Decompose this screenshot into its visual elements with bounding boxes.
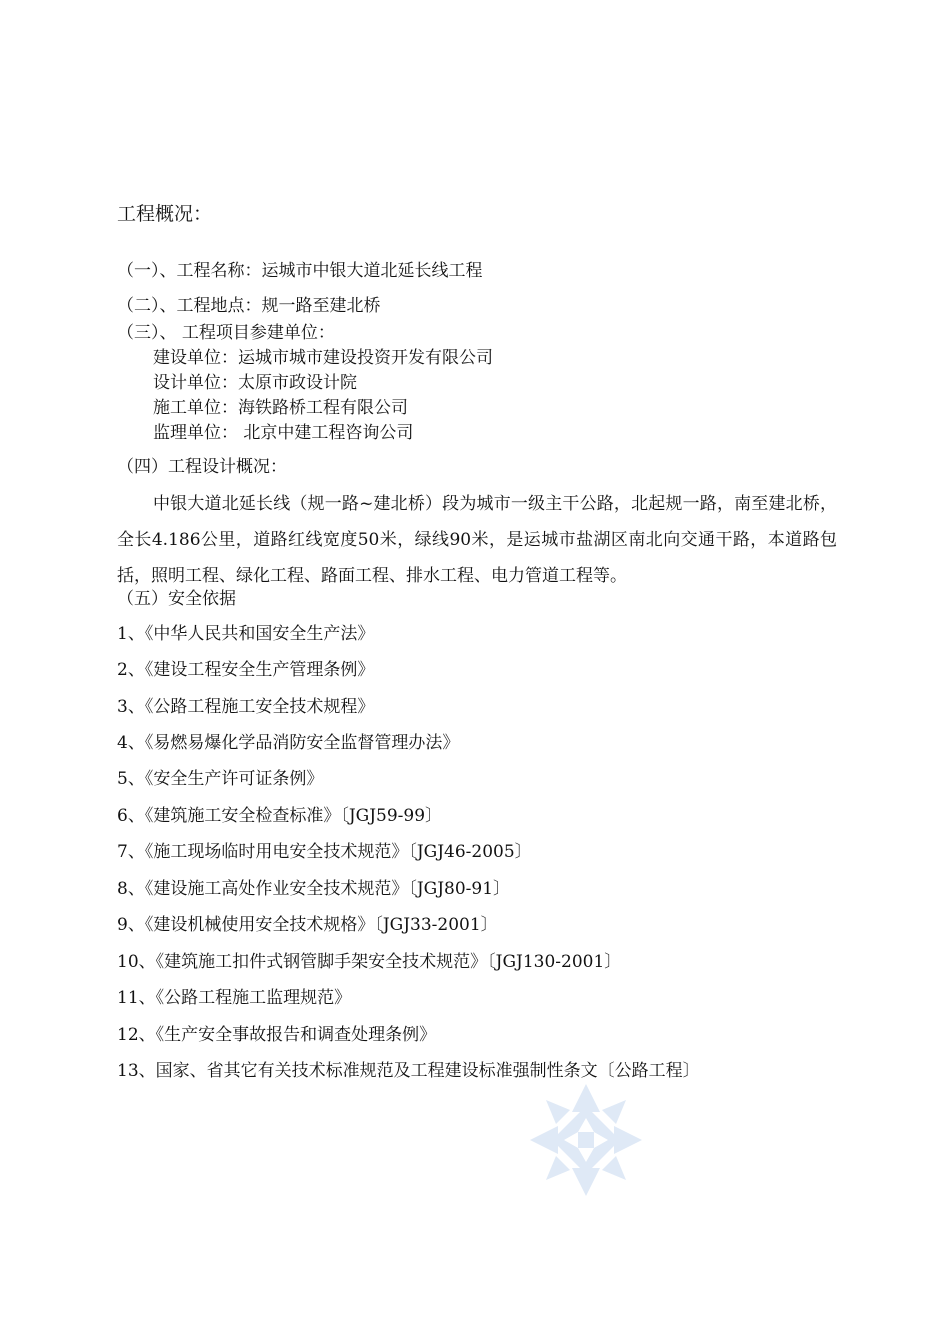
basis-item: 3、《公路工程施工安全技术规程》 (117, 697, 375, 717)
supervisor-unit: 监理单位： 北京中建工程咨询公司 (153, 423, 414, 443)
basis-item: 10、《建筑施工扣件式钢管脚手架安全技术规范》〔JGJ130-2001〕 (117, 952, 622, 972)
basis-item: 9、《建设机械使用安全技术规格》〔JGJ33-2001〕 (117, 915, 498, 935)
basis-item: 2、《建设工程安全生产管理条例》 (117, 660, 375, 680)
design-overview-paragraph: 中银大道北延长线（规一路~建北桥）段为城市一级主干公路，北起规一路，南至建北桥，全长4.186公里，道路红线宽度50米，绿线90米，是运城市盐湖区南北向交通干路，本道路包括，照明工程、绿化工程、路面工程、排水工程、电力管道工程等。 (117, 494, 837, 586)
project-location: （二）、工程地点：规一路至建北桥 (117, 296, 381, 316)
owner-unit: 建设单位：运城市城市建设投资开发有限公司 (153, 348, 493, 368)
section-title: 工程概况： (117, 203, 213, 225)
basis-item: 6、《建筑施工安全检查标准》〔JGJ59-99〕 (117, 806, 443, 826)
basis-item: 12、《生产安全事故报告和调查处理条例》 (117, 1025, 437, 1045)
basis-item: 11、《公路工程施工监理规范》 (117, 988, 352, 1008)
watermark-logo-icon (528, 1082, 644, 1198)
design-unit: 设计单位：太原市政设计院 (153, 373, 357, 393)
design-overview-heading: （四）工程设计概况： (117, 457, 287, 477)
basis-item: 1、《中华人民共和国安全生产法》 (117, 624, 375, 644)
project-name: （一）、工程名称：运城市中银大道北延长线工程 (117, 261, 483, 281)
basis-item: 4、《易燃易爆化学品消防安全监督管理办法》 (117, 733, 460, 753)
basis-item: 13、国家、省其它有关技术标准规范及工程建设标准强制性条文〔公路工程〕 (117, 1061, 700, 1081)
safety-basis-heading: （五）安全依据 (117, 589, 236, 609)
contractor-unit: 施工单位：海铁路桥工程有限公司 (153, 398, 408, 418)
participating-units-heading: （三）、 工程项目参建单位： (117, 323, 335, 343)
basis-item: 7、《施工现场临时用电安全技术规范》〔JGJ46-2005〕 (117, 842, 532, 862)
basis-item: 8、《建设施工高处作业安全技术规范》〔JGJ80-91〕 (117, 879, 511, 899)
basis-item: 5、《安全生产许可证条例》 (117, 769, 324, 789)
